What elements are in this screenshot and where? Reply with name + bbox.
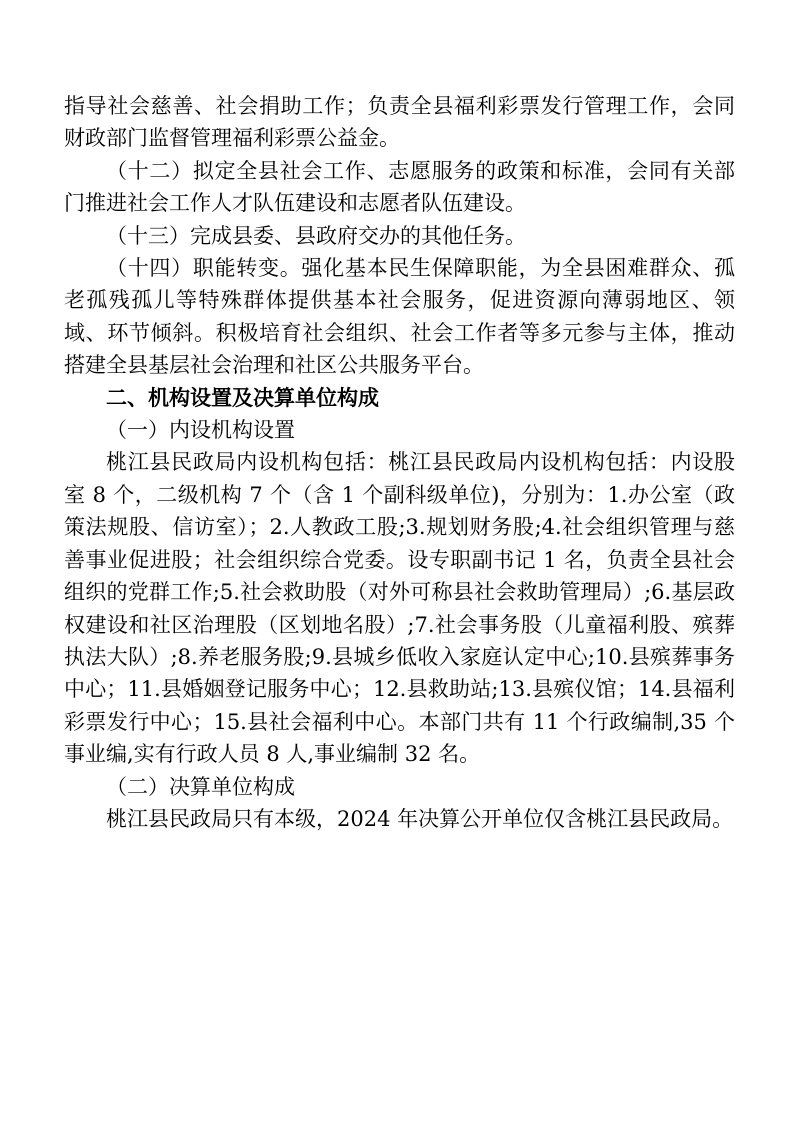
para-unit-composition: 桃江县民政局只有本级，2024 年决算公开单位仅含桃江县民政局。 xyxy=(106,806,734,831)
heading-subsection-2-1: （一）内设机构设置 xyxy=(106,418,295,443)
para-duty-13: （十三）完成县委、县政府交办的其他任务。 xyxy=(106,223,526,248)
para-duty-12: （十二）拟定全县社会工作、志愿服务的政策和标准，会同有关部门推进社会工作人才队伍建设和志愿者队伍建设。 xyxy=(64,158,735,216)
para-charity-lottery-continuation: 指导社会慈善、社会捐助工作；负责全县福利彩票发行管理工作，会同财政部门监督管理福利彩票公益金。 xyxy=(64,94,735,151)
heading-section-2: 二、机构设置及决算单位构成 xyxy=(106,385,379,410)
para-duty-14: （十四）职能转变。强化基本民生保障职能，为全县困难群众、孤老孤残孤儿等特殊群体提供基本社会服务，促进资源向薄弱地区、领域、环节倾斜。积极培育社会组织、社会工作者等多元参与主体，推动搭建全县基层社会治理和社区公共服务平台。 xyxy=(64,256,735,378)
para-internal-organization: 桃江县民政局内设机构包括：桃江县民政局内设机构包括：内设股室 8 个，二级机构 7 个（含 1 个副科级单位)，分别为：1.办公室（政策法规股、信访室）；2.人教政工股;3.规划财务股;4.社会组织管理与慈善事业促进股；社会组织综合党委。设专职副书记 1 名，负责全县社会组织的党群工作;5.社会救助股（对外可称县社会救助管理局）;6.基层政权建设和社区治理股（区划地名股）;7.社会事务股（儿童福利股、殡葬执法大队）;8.养老服务股;9.县城乡低收入家庭认定中心;10.县殡葬事务中心；11.县婚姻登记服务中心；12.县救助站;13.县殡仪馆；14.县福利彩票发行中心；15.县社会福利中心。本部门共有 11 个行政编制,35 个事业编,实有行政人员 8 人,事业编制 32 名。 xyxy=(64,450,735,767)
document-body xyxy=(64,90,735,835)
heading-subsection-2-2: （二）决算单位构成 xyxy=(106,774,295,799)
